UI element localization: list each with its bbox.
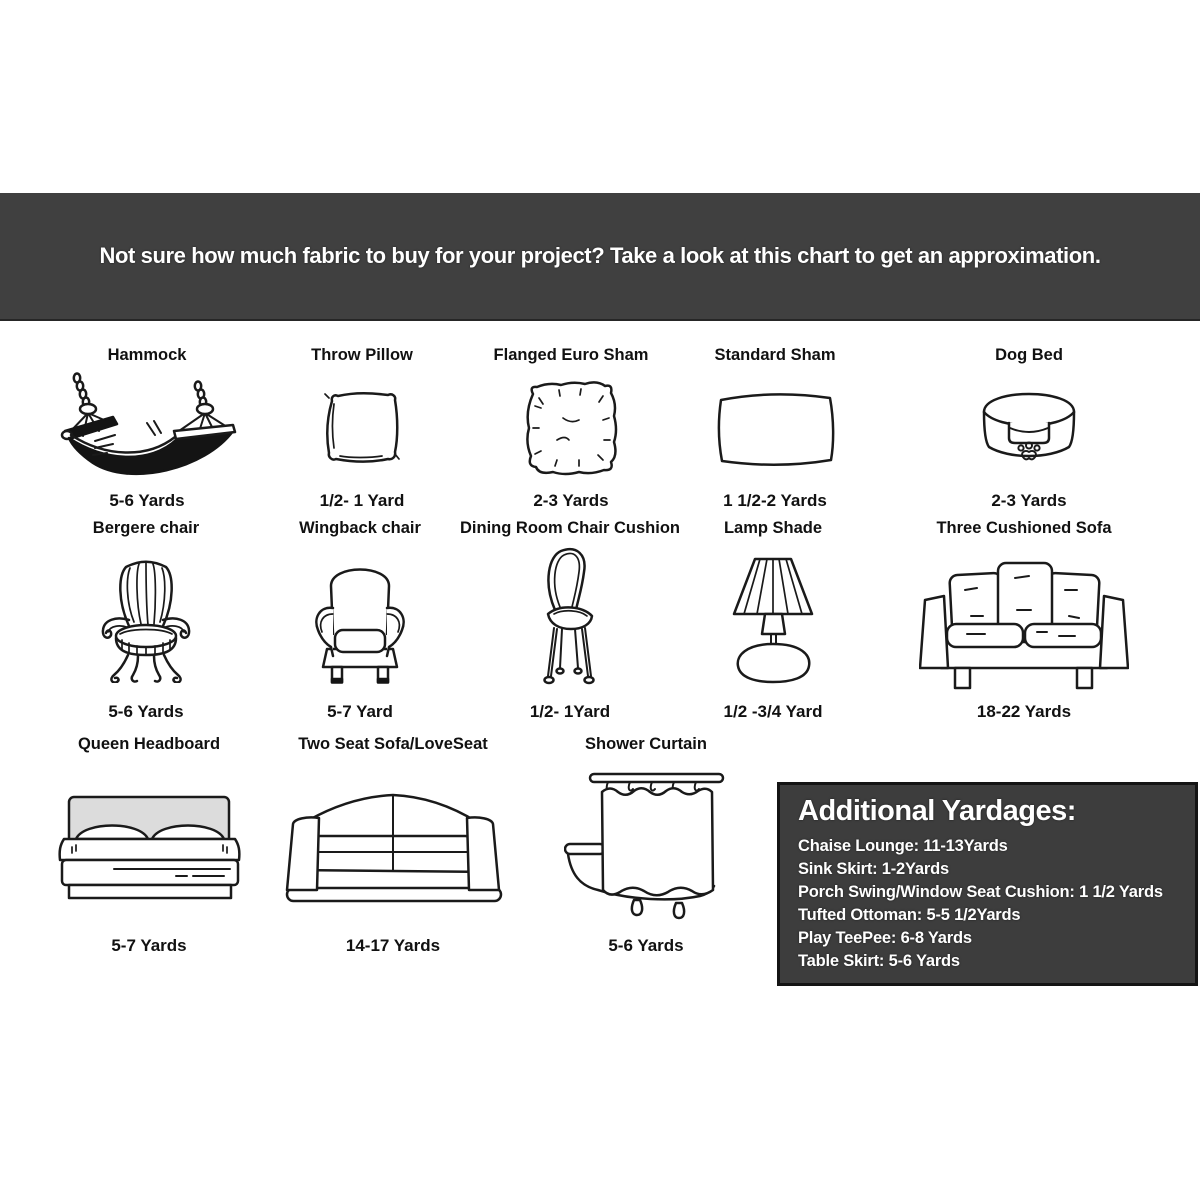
item-cell-dog-bed bbox=[919, 344, 1139, 512]
item-yardage: 2-3 Yards bbox=[991, 491, 1067, 510]
additional-entry: Tufted Ottoman: 5-5 1/2Yards bbox=[798, 906, 1021, 924]
additional-entry: Porch Swing/Window Seat Cushion: 1 1/2 Yards bbox=[798, 883, 1163, 901]
item-yardage: 5-7 Yards bbox=[111, 936, 187, 955]
item-title: Flanged Euro Sham bbox=[493, 346, 649, 364]
hammock-icon bbox=[55, 371, 240, 486]
item-title: Standard Sham bbox=[714, 346, 836, 364]
item-cell-euro-sham bbox=[466, 344, 676, 512]
banner-text: Not sure how much fabric to buy for your project? Take a look at this chart to get an approximation. bbox=[99, 243, 1101, 268]
item-cell-shower-curtain bbox=[546, 733, 746, 957]
item-cell-dining-chair bbox=[450, 517, 690, 723]
item-cell-standard-sham bbox=[670, 344, 880, 512]
item-yardage: 5-6 Yards bbox=[608, 936, 684, 955]
item-title: Dog Bed bbox=[995, 346, 1063, 364]
item-yardage: 1/2- 1Yard bbox=[529, 702, 611, 721]
standard-sham-icon bbox=[713, 388, 838, 468]
item-yardage: 5-6 Yards bbox=[108, 702, 184, 721]
item-title: Wingback chair bbox=[299, 519, 421, 537]
item-cell-lamp-shade bbox=[673, 517, 873, 723]
additional-entry: Table Skirt: 5-6 Yards bbox=[798, 952, 960, 970]
item-title: Three Cushioned Sofa bbox=[936, 519, 1112, 537]
dog-bed-icon bbox=[979, 386, 1079, 470]
item-yardage: 1 1/2-2 Yards bbox=[723, 491, 827, 510]
item-cell-three-cushion-sofa bbox=[904, 517, 1144, 723]
additional-yardages-panel bbox=[777, 782, 1198, 986]
item-yardage: 1/2 -3/4 Yard bbox=[723, 702, 823, 721]
additional-entry: Chaise Lounge: 11-13Yards bbox=[798, 837, 1008, 855]
queen-headboard-icon bbox=[52, 789, 247, 901]
additional-entry: Play TeePee: 6-8 Yards bbox=[798, 929, 972, 947]
item-yardage: 1/2- 1 Yard bbox=[319, 491, 405, 510]
item-title: Queen Headboard bbox=[77, 735, 221, 753]
item-cell-bergere-chair bbox=[41, 517, 251, 723]
banner bbox=[0, 193, 1200, 321]
euro-sham-icon bbox=[519, 378, 624, 478]
wingback-chair-icon bbox=[310, 556, 410, 684]
shower-curtain-icon bbox=[564, 768, 729, 923]
item-title: Bergere chair bbox=[92, 519, 200, 537]
lamp-shade-icon bbox=[726, 554, 821, 687]
additional-entry: Sink Skirt: 1-2Yards bbox=[798, 860, 949, 878]
item-cell-loveseat bbox=[268, 733, 518, 957]
loveseat-icon bbox=[281, 782, 506, 908]
item-title: Throw Pillow bbox=[311, 346, 413, 364]
item-cell-wingback-chair bbox=[260, 517, 460, 723]
bergere-chair-icon bbox=[96, 558, 196, 683]
item-title: Lamp Shade bbox=[723, 519, 823, 537]
item-yardage: 5-7 Yard bbox=[327, 702, 393, 721]
item-title: Hammock bbox=[107, 346, 187, 364]
dining-chair-icon bbox=[535, 546, 605, 694]
additional-yardages-title: Additional Yardages: bbox=[798, 795, 1076, 827]
item-title: Dining Room Chair Cushion bbox=[460, 519, 680, 537]
item-yardage: 5-6 Yards bbox=[109, 491, 185, 510]
item-yardage: 2-3 Yards bbox=[533, 491, 609, 510]
three-cushion-sofa-icon bbox=[919, 550, 1129, 690]
item-cell-queen-headboard bbox=[34, 733, 264, 957]
throw-pillow-icon bbox=[320, 388, 405, 468]
item-title: Shower Curtain bbox=[585, 735, 707, 753]
item-cell-hammock bbox=[37, 344, 257, 512]
item-yardage: 18-22 Yards bbox=[976, 702, 1072, 721]
item-title: Two Seat Sofa/LoveSeat bbox=[298, 735, 488, 753]
item-yardage: 14-17 Yards bbox=[345, 936, 441, 955]
item-cell-throw-pillow bbox=[262, 344, 462, 512]
